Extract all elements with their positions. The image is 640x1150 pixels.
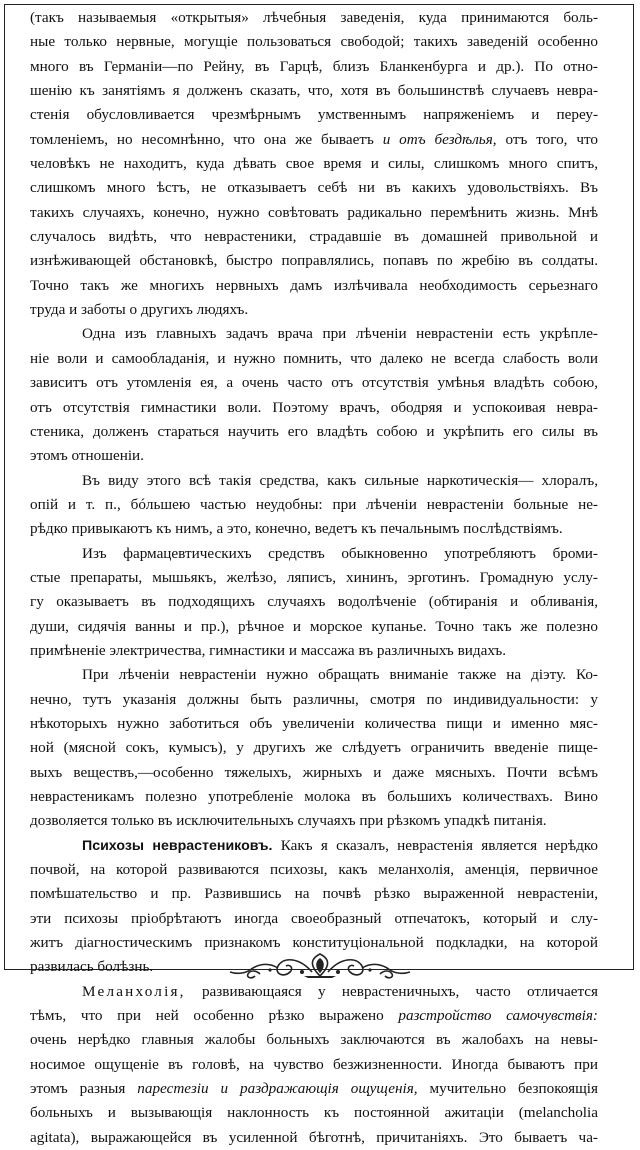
text-segment: парестезіи и раздражающія ощущенія, xyxy=(137,1080,418,1098)
text-line xyxy=(30,882,598,906)
text-segment: развивающаяся у неврастеничныхъ, часто отличается xyxy=(185,982,598,1000)
text-segment: ной (мясной сокъ, кумысъ), у другихъ же слѣдуетъ ограничить введеніе пище- xyxy=(30,739,598,757)
text-line xyxy=(30,103,598,127)
text-segment: стые препараты, мышьякъ, желѣзо, ляписъ, хининъ, эрготинъ. Громадную услу- xyxy=(30,568,598,586)
text-segment: отъ отсутствія гимнастики воли. Поэтому врачъ, ободряя и успокоивая невра- xyxy=(30,398,598,416)
text-segment: тѣмъ, что при ней особенно рѣзко выражено xyxy=(30,1007,399,1025)
text-line xyxy=(30,834,598,858)
text-segment: этомъ отношеніи. xyxy=(30,447,144,465)
text-segment: зависитъ отъ утомленія ея, а очень часто отъ отсутствія умѣнья владѣть собою, xyxy=(30,374,598,392)
text-segment: Меланхолія, xyxy=(82,982,186,1000)
text-segment: носимое ощущеніе въ головѣ, на чувство безжизненности. Иногда бываютъ при xyxy=(30,1055,598,1073)
text-line xyxy=(30,79,598,103)
text-line xyxy=(30,1077,598,1101)
text-line xyxy=(30,761,598,785)
text-segment: житъ діагностическимъ признакомъ конституціональной подкладки, на которой xyxy=(30,934,598,952)
section-heading: Психозы неврастениковъ. xyxy=(82,837,273,854)
text-line xyxy=(30,736,598,760)
text-line xyxy=(30,1028,598,1052)
text-line xyxy=(30,517,598,541)
text-line xyxy=(30,225,598,249)
text-segment: Одна изъ главныхъ задачъ врача при лѣченіи неврастеніи есть укрѣпле- xyxy=(82,325,598,343)
text-line xyxy=(30,152,598,176)
text-segment: изнѣживающей обстановкѣ, быстро поправлялись, попавъ по жребію въ солдаты. xyxy=(30,252,598,270)
text-segment: почвой, на которой развиваются психозы, какъ меланхолія, аменція, первичное xyxy=(30,861,598,879)
text-segment: гу оказываетъ въ подходящихъ случаяхъ водолѣченіе (обтиранія и обливанія, xyxy=(30,593,598,611)
text-segment: ные только нервные, могущіе пользоваться свободой; такихъ заведеній особенно xyxy=(30,33,598,51)
text-segment: шенію къ занятіямъ я долженъ сказать, что, хотя въ большинствѣ случаевъ невра- xyxy=(30,82,598,100)
text-segment: больныхъ и вызывающія наклонность къ постоянной ажитаціи (melancholia xyxy=(30,1104,598,1122)
text-line xyxy=(30,347,598,371)
text-line xyxy=(30,176,598,200)
text-line xyxy=(30,469,598,493)
text-line xyxy=(30,1126,598,1150)
text-line xyxy=(30,201,598,225)
text-segment: очень нерѣдко главныя жалобы больныхъ заключаются въ жалобахъ на невы- xyxy=(30,1031,598,1049)
text-segment: Въ виду этого всѣ такія средства, какъ сильные наркотическія— хлоралъ, xyxy=(82,471,598,489)
text-segment: (такъ называемыя «открытыя» лѣчебныя заведенія, куда принимаются боль- xyxy=(30,9,598,26)
text-line xyxy=(30,444,598,468)
text-segment: слишкомъ много ѣстъ, не отказываетъ себѣ ни въ какихъ удовольствіяхъ. Въ xyxy=(30,179,598,197)
text-segment: развилась болѣзнь. xyxy=(30,958,154,976)
text-segment: дозволяется только въ исключительныхъ случаяхъ при рѣзкомъ упадкѣ питанія. xyxy=(30,812,547,830)
text-segment: Какъ я сказалъ, неврастенія является нерѣдко xyxy=(272,836,598,854)
text-segment: опій и т. п., бóльшею частью неудобны: при лѣченіи неврастеніи больные не- xyxy=(30,495,598,513)
text-segment: При лѣченіи неврастеніи нужно обращать вниманіе также на діэту. Ко- xyxy=(82,666,598,684)
text-line xyxy=(30,785,598,809)
text-line xyxy=(30,980,598,1004)
text-segment: нѣкоторыхъ нужно заботиться объ увеличеніи количества пищи и именно мяс- xyxy=(30,714,598,732)
text-segment: души, сидячія ванны и пр.), рѣчное и морское купанье. Точно такъ же полезно xyxy=(30,617,598,635)
text-segment: стенія обусловливается чрезмѣрнымъ умственнымъ напряженіемъ и переу- xyxy=(30,106,598,124)
text-line xyxy=(30,1004,598,1028)
text-line xyxy=(30,420,598,444)
text-segment: много въ Германіи—по Рейну, въ Гарцѣ, близъ Бланкенбурга и др.). По отно- xyxy=(30,57,598,75)
text-line xyxy=(30,688,598,712)
text-line xyxy=(30,1053,598,1077)
text-segment: выхъ веществъ,—особенно тяжелыхъ, жирныхъ и даже мясныхъ. Почти всѣмъ xyxy=(30,763,598,781)
text-line xyxy=(30,615,598,639)
text-segment: этомъ разныя xyxy=(30,1080,138,1098)
text-segment: такихъ случаяхъ, конечно, нужно совѣтовать радикально перемѣнить жизнь. Мнѣ xyxy=(30,203,598,221)
text-segment: неврастеникамъ полезно употребленіе молока въ большихъ количествахъ. Вино xyxy=(30,788,598,805)
text-line xyxy=(30,809,598,833)
text-segment: разстройство самочувствія: xyxy=(398,1007,598,1025)
text-line xyxy=(30,542,598,566)
text-line xyxy=(30,298,598,322)
text-line xyxy=(30,30,598,54)
text-segment: помѣшательство и пр. Развившись на почвѣ рѣзко выраженной неврастеніи, xyxy=(30,885,598,903)
text-line xyxy=(30,712,598,736)
text-segment: Изъ фармацевтическихъ средствъ обыкновенно употребляютъ броми- xyxy=(82,544,598,562)
text-line xyxy=(30,249,598,273)
text-segment: томленіемъ, но несомнѣнно, что она же бываетъ xyxy=(30,130,383,148)
text-line xyxy=(30,907,598,931)
text-segment: человѣкъ не находитъ, куда дѣвать свое время и силы, слишкомъ много спитъ, xyxy=(30,155,598,173)
text-line xyxy=(30,6,598,30)
text-segment: нечно, тутъ указанія должны быть различны, смотря по индивидуальности: у xyxy=(30,690,598,708)
text-segment: случалось видѣть, что неврастеники, страдавшіе въ домашней привольной и xyxy=(30,228,598,246)
text-line xyxy=(30,566,598,590)
text-segment: стеника, долженъ стараться научить его владѣть собою и укрѣпить его силы въ xyxy=(30,422,598,440)
floral-ornament-icon xyxy=(220,950,420,980)
text-segment: мучительно безпокоящія xyxy=(417,1080,598,1098)
text-line xyxy=(30,371,598,395)
text-line xyxy=(30,663,598,687)
text-segment: и отъ бездѣлья, xyxy=(382,130,497,148)
text-line xyxy=(30,322,598,346)
text-line xyxy=(30,396,598,420)
text-segment: agitata), выражающейся въ усиленной бѣготнѣ, причитаніяхъ. Это бываетъ ча- xyxy=(30,1128,598,1146)
text-line xyxy=(30,1101,598,1125)
text-line xyxy=(30,128,598,152)
text-segment: рѣдко привыкаютъ къ нимъ, а это, конечно, ведетъ къ печальнымъ послѣдствіямъ. xyxy=(30,520,563,538)
text-line xyxy=(30,274,598,298)
text-segment: отъ того, что xyxy=(496,130,598,148)
text-segment: примѣненіе электричества, гимнастики и массажа въ различныхъ видахъ. xyxy=(30,641,506,659)
text-segment: нiе воли и самообладанія, и нужно помнить, что далеко не всегда слабость воли xyxy=(30,349,598,367)
text-line xyxy=(30,590,598,614)
text-line xyxy=(30,55,598,79)
text-segment: эти психозы пріобрѣтаютъ иногда своеобразный отпечатокъ, который и слу- xyxy=(30,909,598,927)
text-segment: труда и заботы о другихъ людяхъ. xyxy=(30,301,249,319)
text-line xyxy=(30,493,598,517)
text-segment: Точно такъ же многихъ нервныхъ дамъ излѣчивала необходимость серьезнаго xyxy=(30,276,598,294)
text-line xyxy=(30,639,598,663)
text-line xyxy=(30,858,598,882)
